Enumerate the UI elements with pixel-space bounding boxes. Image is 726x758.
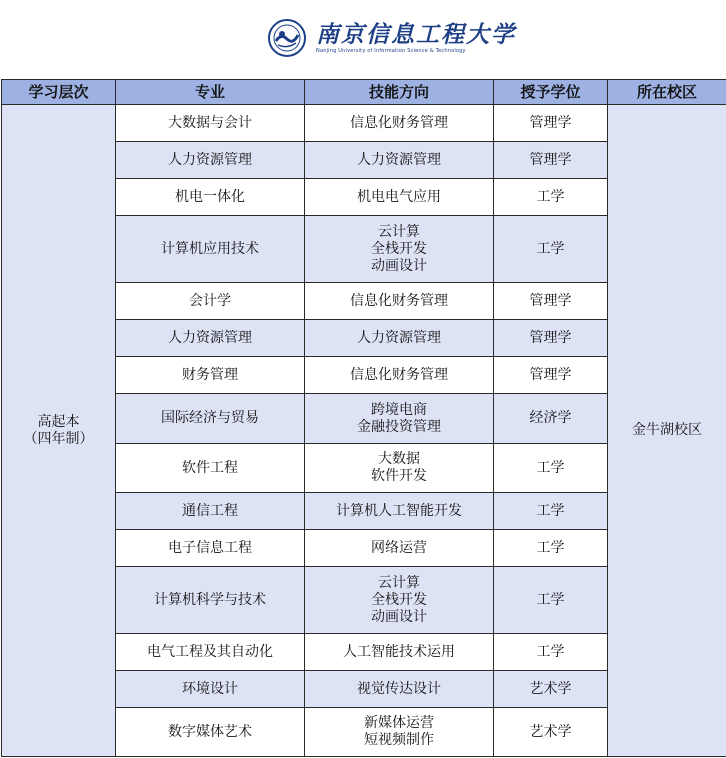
major-cell: 计算机应用技术 xyxy=(116,216,305,283)
skills-cell xyxy=(305,493,494,530)
major-cell: 计算机科学与技术 xyxy=(116,567,305,634)
degree-cell: 工学 xyxy=(494,634,608,671)
program-table xyxy=(1,79,726,757)
major-cell: 环境设计 xyxy=(116,671,305,708)
skills-cell xyxy=(305,283,494,320)
skill-item: 云计算 xyxy=(378,223,420,240)
major-cell: 会计学 xyxy=(116,283,305,320)
degree-cell: 管理学 xyxy=(494,357,608,394)
degree-cell: 管理学 xyxy=(494,320,608,357)
degree-cell: 经济学 xyxy=(494,394,608,444)
major-cell: 国际经济与贸易 xyxy=(116,394,305,444)
major-cell: 财务管理 xyxy=(116,357,305,394)
skill-item: 人力资源管理 xyxy=(357,329,441,346)
skills-cell xyxy=(305,394,494,444)
degree-cell: 工学 xyxy=(494,530,608,567)
skill-item: 动画设计 xyxy=(371,608,427,625)
skills-cell xyxy=(305,320,494,357)
degree-cell: 工学 xyxy=(494,216,608,283)
column-header-degree: 授予学位 xyxy=(494,80,608,105)
major-cell: 软件工程 xyxy=(116,444,305,493)
university-logo xyxy=(268,19,516,57)
degree-cell: 工学 xyxy=(494,179,608,216)
skills-cell xyxy=(305,105,494,142)
skill-item: 网络运营 xyxy=(371,539,427,556)
skill-item: 云计算 xyxy=(378,574,420,591)
degree-cell: 工学 xyxy=(494,444,608,493)
skill-item: 信息化财务管理 xyxy=(350,366,448,383)
skill-item: 人力资源管理 xyxy=(357,151,441,168)
skills-cell xyxy=(305,567,494,634)
degree-cell: 艺术学 xyxy=(494,708,608,757)
major-cell: 人力资源管理 xyxy=(116,320,305,357)
skills-cell xyxy=(305,179,494,216)
table-row xyxy=(2,105,726,142)
skills-cell xyxy=(305,357,494,394)
study-duration: （四年制） xyxy=(23,430,94,447)
logo-chinese-name: 南京信息工程大学 xyxy=(316,20,516,48)
header xyxy=(0,0,726,79)
major-cell: 电气工程及其自动化 xyxy=(116,634,305,671)
campus-cell: 金牛湖校区 xyxy=(608,105,726,757)
skill-item: 信息化财务管理 xyxy=(350,292,448,309)
logo-english-name: Nanjing University of Information Science & Technology xyxy=(316,47,466,54)
skill-item: 新媒体运营 xyxy=(364,715,434,731)
major-cell: 电子信息工程 xyxy=(116,530,305,567)
skill-item: 全栈开发 xyxy=(371,240,427,257)
column-header-major: 专业 xyxy=(116,80,305,105)
skill-item: 大数据 xyxy=(378,451,420,467)
degree-cell: 艺术学 xyxy=(494,671,608,708)
degree-cell: 工学 xyxy=(494,493,608,530)
table-header-row xyxy=(2,80,726,105)
skill-item: 信息化财务管理 xyxy=(350,114,448,131)
skill-item: 跨境电商 xyxy=(371,401,427,418)
skills-cell xyxy=(305,216,494,283)
university-emblem-icon xyxy=(268,19,306,57)
study-level-cell xyxy=(2,105,116,757)
skill-item: 全栈开发 xyxy=(371,591,427,608)
major-cell: 大数据与会计 xyxy=(116,105,305,142)
skills-cell xyxy=(305,530,494,567)
skill-item: 人工智能技术运用 xyxy=(343,643,455,660)
skill-item: 动画设计 xyxy=(371,257,427,274)
skills-cell xyxy=(305,142,494,179)
column-header-level: 学习层次 xyxy=(2,80,116,105)
skill-item: 金融投资管理 xyxy=(357,418,441,435)
degree-cell: 管理学 xyxy=(494,105,608,142)
skill-item: 计算机人工智能开发 xyxy=(336,502,462,519)
skills-cell xyxy=(305,671,494,708)
skill-item: 视觉传达设计 xyxy=(357,680,441,697)
study-level: 高起本 xyxy=(37,413,80,430)
column-header-campus: 所在校区 xyxy=(608,80,726,105)
degree-cell: 管理学 xyxy=(494,142,608,179)
skills-cell xyxy=(305,708,494,757)
degree-cell: 工学 xyxy=(494,567,608,634)
degree-cell: 管理学 xyxy=(494,283,608,320)
major-cell: 机电一体化 xyxy=(116,179,305,216)
skill-item: 机电电气应用 xyxy=(357,188,441,205)
skills-cell xyxy=(305,634,494,671)
skill-item: 软件开发 xyxy=(371,468,427,484)
skill-item: 短视频制作 xyxy=(364,732,434,748)
major-cell: 人力资源管理 xyxy=(116,142,305,179)
logo-text xyxy=(316,22,516,55)
major-cell: 数字媒体艺术 xyxy=(116,708,305,757)
skills-cell xyxy=(305,444,494,493)
column-header-skills: 技能方向 xyxy=(305,80,494,105)
major-cell: 通信工程 xyxy=(116,493,305,530)
